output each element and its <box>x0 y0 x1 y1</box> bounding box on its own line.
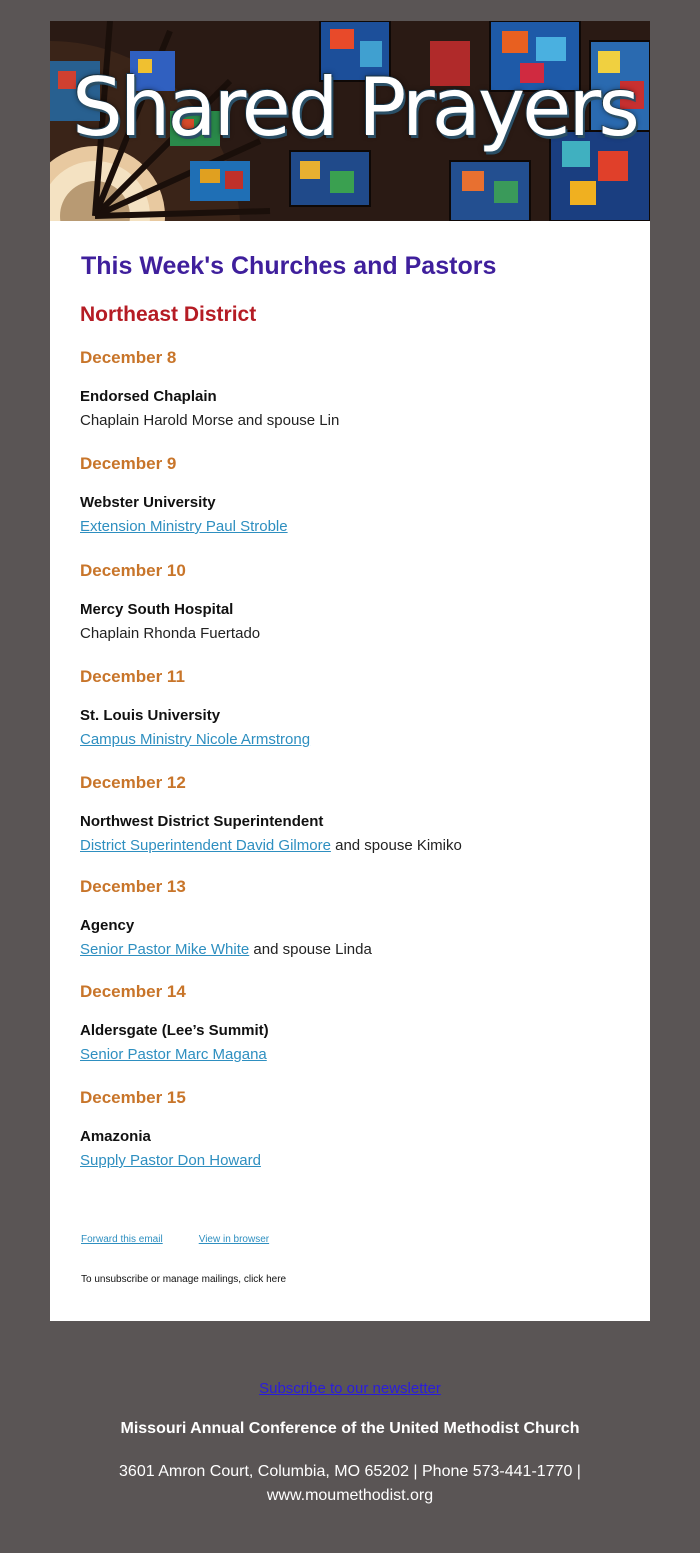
page-title: This Week's Churches and Pastors <box>81 252 497 280</box>
church-name: Northwest District Superintendent <box>80 813 324 830</box>
pastor-text: Chaplain Harold Morse and spouse Lin <box>80 412 340 429</box>
pastor-line <box>80 1152 620 1174</box>
entry-date: December 9 <box>80 454 177 473</box>
subscribe-link[interactable]: Subscribe to our newsletter <box>259 1380 441 1397</box>
banner-title: Shared Prayers <box>72 61 637 154</box>
entry-date: December 10 <box>80 561 186 580</box>
pastor-link[interactable]: Senior Pastor Mike White <box>80 941 250 958</box>
forward-email-link[interactable]: Forward this email <box>81 1234 163 1245</box>
pastor-text: and spouse Linda <box>249 941 372 958</box>
church-name: Aldersgate (Lee’s Summit) <box>80 1022 269 1039</box>
entry-date: December 15 <box>80 1088 186 1107</box>
pastor-link[interactable]: Senior Pastor Marc Magana <box>80 1046 267 1063</box>
entry-december-13 <box>80 877 620 963</box>
entry-date: December 13 <box>80 877 186 896</box>
newsletter-card <box>50 21 650 1321</box>
organization-name: Missouri Annual Conference of the United Methodist Church <box>120 1420 580 1437</box>
entry-date: December 12 <box>80 773 186 792</box>
church-name: Mercy South Hospital <box>80 601 234 618</box>
banner-image <box>50 21 650 221</box>
entry-december-15 <box>80 1088 620 1174</box>
address-block <box>0 1460 700 1508</box>
address-line: 3601 Amron Court, Columbia, MO 65202 | Phone 573-441-1770 | <box>119 1463 581 1480</box>
pastor-line <box>80 837 620 859</box>
entry-date: December 11 <box>80 667 185 686</box>
church-name: Amazonia <box>80 1128 151 1145</box>
pastor-link[interactable]: Campus Ministry Nicole Armstrong <box>80 731 311 748</box>
unsubscribe-text[interactable]: To unsubscribe or manage mailings, click here <box>81 1274 287 1285</box>
pastor-line <box>80 941 620 963</box>
entry-december-8 <box>80 348 620 434</box>
email-links <box>81 1234 305 1245</box>
entry-december-11 <box>80 667 620 753</box>
entry-december-14 <box>80 982 620 1068</box>
pastor-link[interactable]: Extension Ministry Paul Stroble <box>80 518 288 535</box>
website-line: www.moumethodist.org <box>266 1487 434 1504</box>
pastor-line <box>80 412 620 434</box>
church-name: Webster University <box>80 494 216 511</box>
view-in-browser-link[interactable]: View in browser <box>198 1234 270 1245</box>
pastor-link[interactable]: District Superintendent David Gilmore <box>80 837 331 854</box>
church-name: St. Louis University <box>80 707 221 724</box>
pastor-text: Chaplain Rhonda Fuertado <box>80 625 261 642</box>
pastor-line <box>80 518 620 540</box>
pastor-line <box>80 731 620 753</box>
district-heading: Northeast District <box>80 303 257 326</box>
pastor-link[interactable]: Supply Pastor Don Howard <box>80 1152 261 1169</box>
entry-december-9 <box>80 454 620 540</box>
entry-date: December 14 <box>80 982 186 1001</box>
pastor-line <box>80 1046 620 1068</box>
subscribe-line <box>0 1380 700 1397</box>
church-name: Agency <box>80 917 135 934</box>
entry-date: December 8 <box>80 348 177 367</box>
pastor-line <box>80 625 620 647</box>
church-name: Endorsed Chaplain <box>80 388 217 405</box>
entry-december-10 <box>80 561 620 647</box>
pastor-text: and spouse Kimiko <box>330 837 462 854</box>
entry-december-12 <box>80 773 620 859</box>
